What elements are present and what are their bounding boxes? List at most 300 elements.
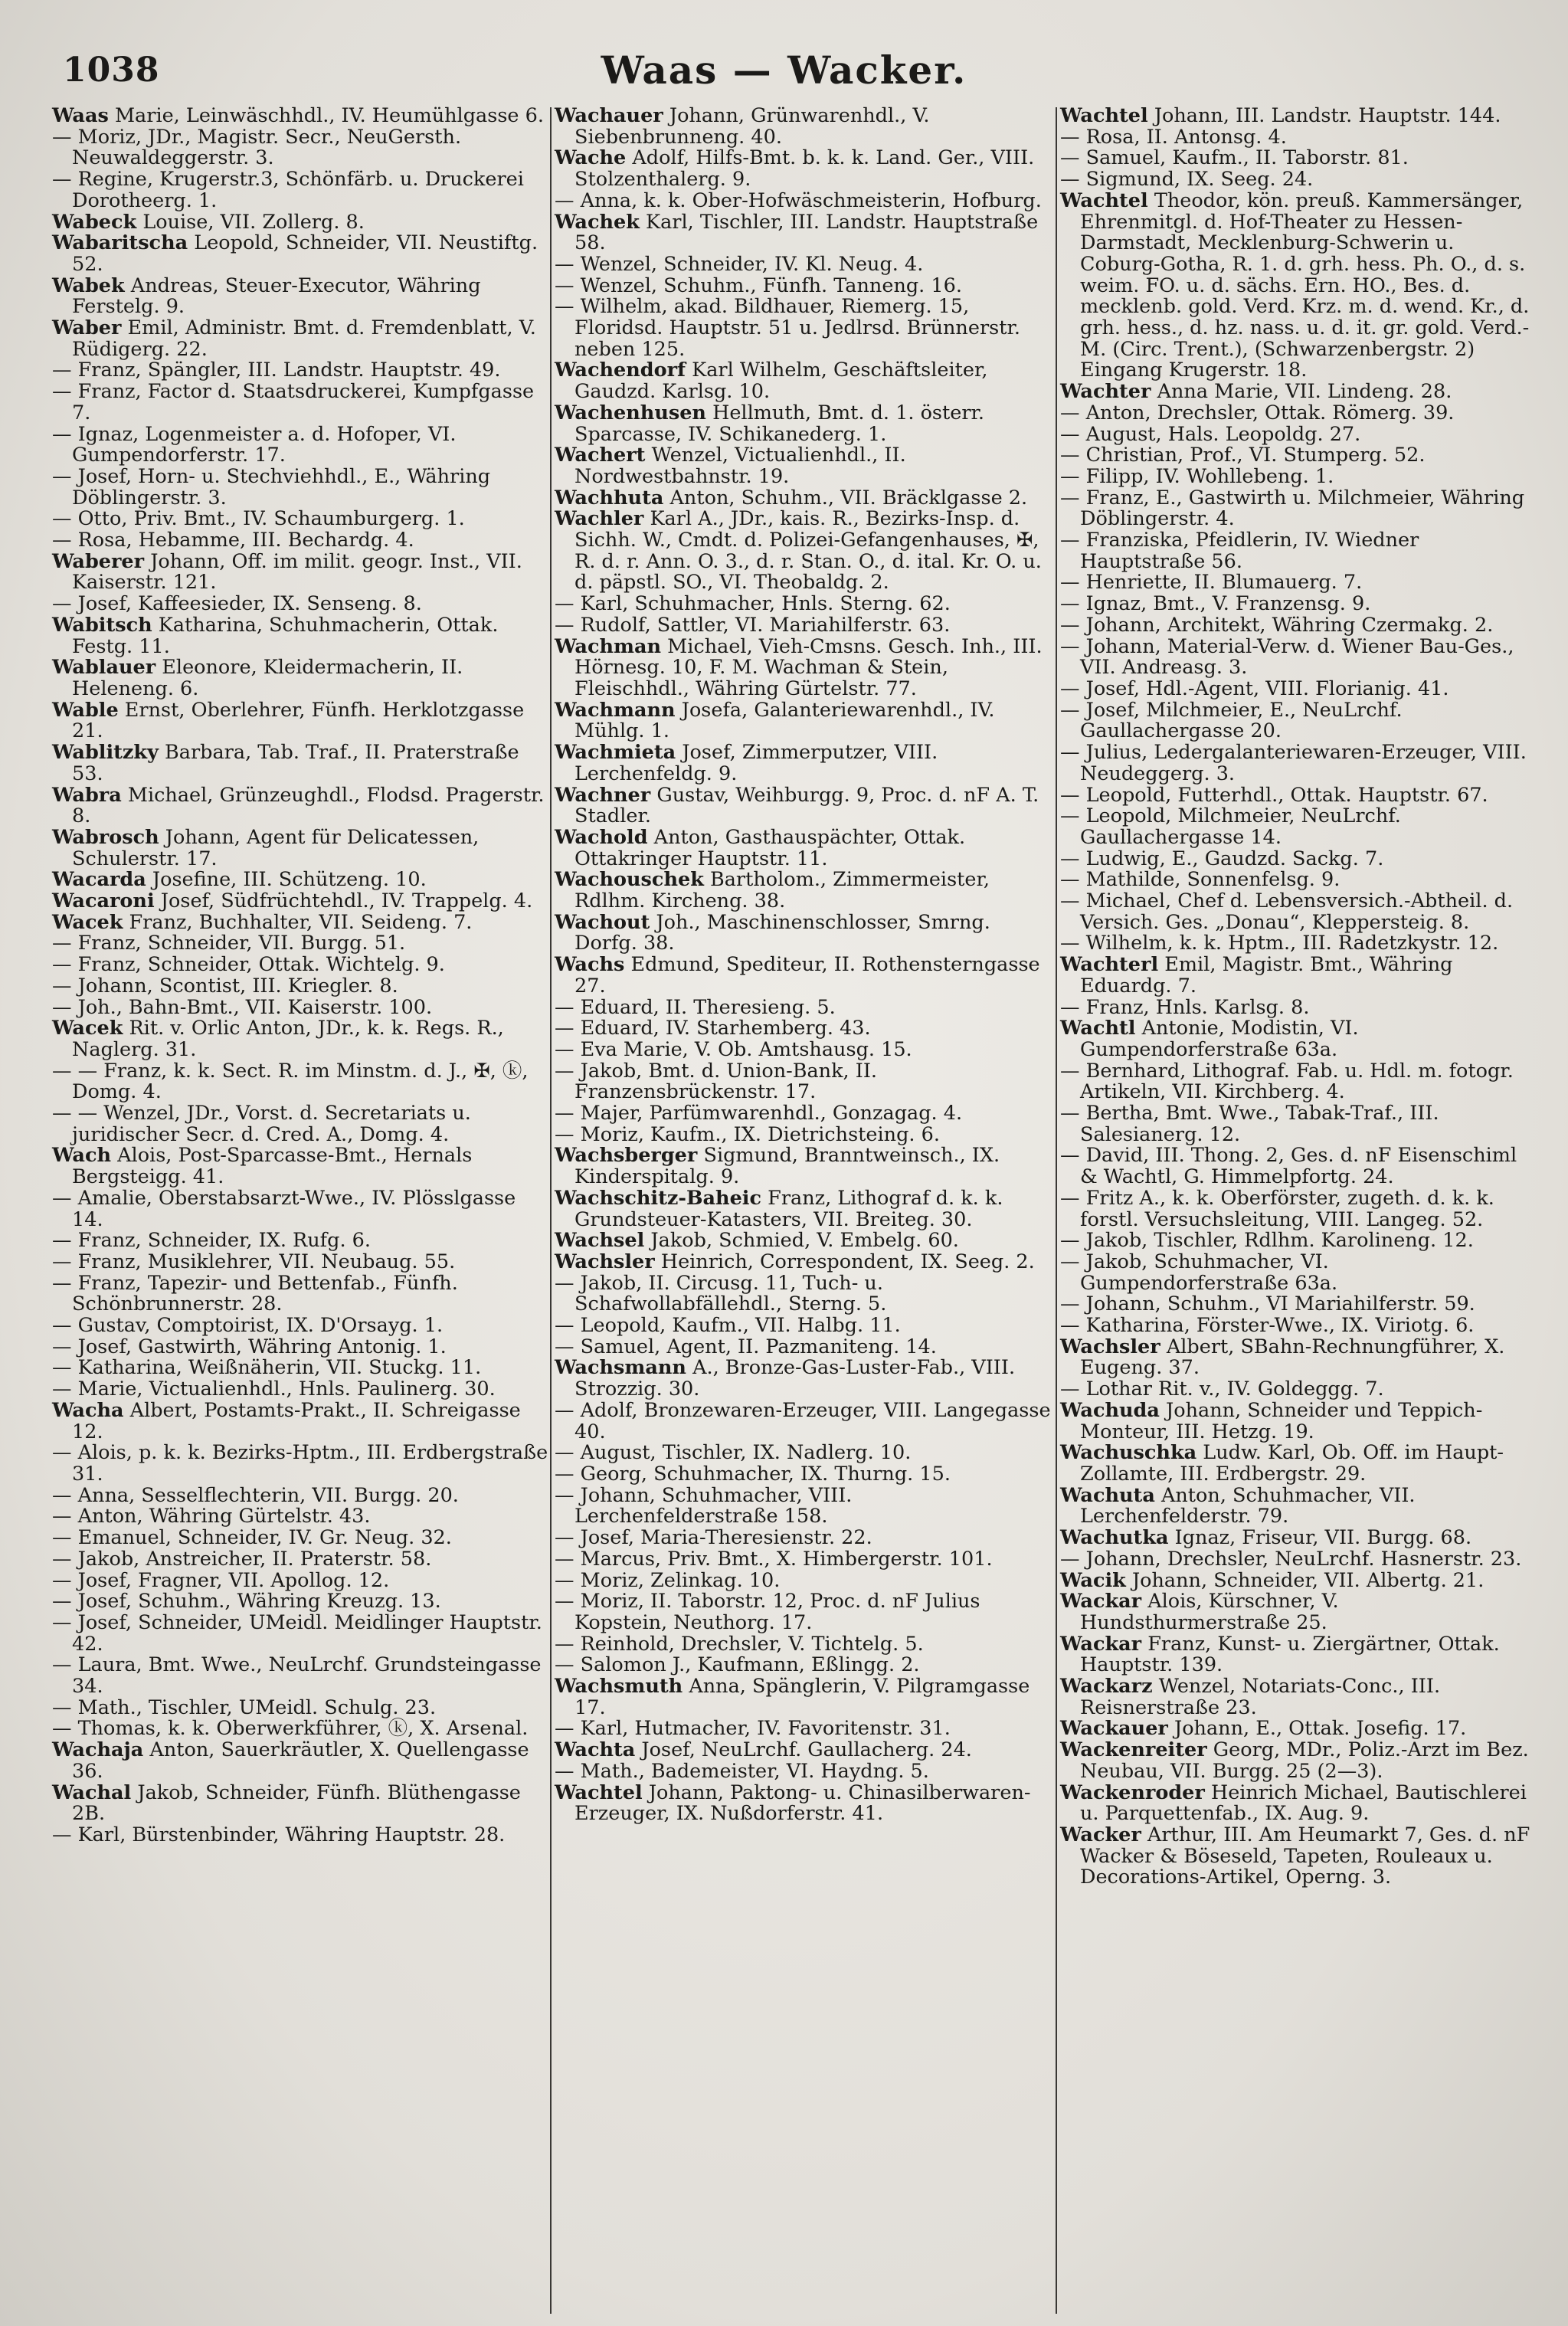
entry-text: — Franz, Schneider, IX. Rufg. 6. (52, 1229, 371, 1253)
directory-entry (555, 1122, 1054, 1146)
column-middle (547, 106, 1057, 2320)
directory-entry (555, 1528, 1054, 1549)
directory-entry (1060, 1379, 1537, 1401)
entry-surname: Wachutka (1060, 1526, 1169, 1550)
entry-text: — Reinhold, Drechsler, V. Tichtelg. 5. (555, 1632, 924, 1656)
directory-entry (555, 509, 1054, 594)
directory-entry (52, 1315, 548, 1337)
entry-surname: Wachler (555, 507, 644, 531)
directory-entry (52, 1718, 548, 1740)
entry-text: Johann, E., Ottak. Josefig. 17. (1174, 1717, 1467, 1741)
entry-surname: Wacek (52, 910, 123, 934)
entry-text: — Franz, Factor d. Staatsdruckerei, Kumpfgasse 7. (52, 380, 535, 424)
directory-entry (52, 891, 548, 912)
entry-surname: Wachal (52, 1781, 132, 1804)
directory-entry (52, 976, 548, 998)
entry-text: — Marcus, Priv. Bmt., X. Himbergerstr. 101. (555, 1547, 993, 1571)
entry-text: Sigmund, Branntweinsch., IX. Kinderspitalg. 9. (574, 1144, 1000, 1189)
entry-text: — Franz, Schneider, VII. Burgg. 51. (52, 932, 406, 955)
entry-text: — Ludwig, E., Gaudzd. Sackg. 7. (1060, 847, 1384, 870)
entry-text: — Eduard, II. Theresieng. 5. (555, 995, 836, 1019)
directory-entry (555, 1337, 1054, 1358)
entry-text: Johann, Paktong- u. Chinasilberwaren-Erzeuger, IX. Nußdorferstr. 41. (574, 1781, 1031, 1826)
directory-entry (1060, 1634, 1537, 1676)
directory-entry (555, 148, 1054, 190)
directory-entry (52, 276, 548, 318)
directory-entry (52, 1230, 548, 1252)
directory-entry (555, 1358, 1054, 1400)
directory-entry (52, 1549, 548, 1571)
entry-surname: Wachmann (555, 698, 676, 722)
entry-surname: Wachner (555, 783, 651, 807)
directory-entry (52, 995, 548, 1019)
directory-entry (1060, 169, 1537, 191)
running-header: Waas — Wacker. (601, 48, 967, 93)
directory-entry (52, 1695, 548, 1719)
entry-surname: Wacek (52, 1017, 123, 1040)
directory-entry (52, 1443, 548, 1485)
entry-text: — Eva Marie, V. Ob. Amtshausg. 15. (555, 1037, 912, 1061)
entry-text: — Franz, Tapezir- und Bettenfab., Fünfh. Schönbrunnerstr. 28. (52, 1271, 458, 1316)
entry-text: Johann, Agent für Delicatessen, Schulerstr. 17. (72, 825, 480, 870)
entry-text: — Johann, Scontist, III. Kriegler. 8. (52, 974, 398, 998)
entry-text: Karl A., JDr., kais. R., Bezirks-Insp. d. Sichh. W., Cmdt. d. Polizei-Gefangenhauses, ✠, R. d. r. Ann. O. 3., d. r. Stan. O., d. ital. Kr. O. u. d. päpstl. SO., VI. Theobaldg. 2. (574, 507, 1042, 595)
entry-text: Marie, Leinwäschhdl., IV. Heumühlgasse 6. (114, 106, 544, 127)
directory-entry (52, 1825, 548, 1846)
directory-entry (52, 1145, 548, 1188)
entry-text: Emil, Administr. Bmt. d. Fremdenblatt, V. Rüdigerg. 22. (72, 316, 536, 361)
directory-entry (555, 360, 1054, 402)
entry-text: — Christian, Prof., VI. Stumperg. 52. (1060, 444, 1426, 467)
entry-surname: Wachtel (1060, 188, 1148, 212)
entry-text: — Franz, Hnls. Karlsg. 8. (1060, 995, 1310, 1019)
directory-entry (1060, 1676, 1537, 1718)
entry-surname: Wackenreiter (1060, 1738, 1207, 1762)
directory-entry (1060, 188, 1537, 382)
entry-text: — Michael, Chef d. Lebensversich.-Abtheil. d. Versich. Ges. „Donau“, Kleppersteig. 8. (1060, 889, 1514, 934)
directory-entry (1060, 870, 1537, 891)
entry-surname: Wachter (1060, 380, 1151, 404)
entry-text: — Leopold, Futterhdl., Ottak. Hauptstr. 67. (1060, 783, 1488, 807)
entry-surname: Wable (52, 698, 119, 722)
entry-surname: Wackauer (1060, 1717, 1168, 1741)
directory-entry (1060, 1718, 1537, 1740)
directory-entry (555, 615, 1054, 637)
entry-text: Johann, Schneider, VII. Albertg. 21. (1131, 1568, 1485, 1592)
entry-surname: Wachouschek (555, 868, 704, 892)
entry-text: — Johann, Schuhmacher, VIII. Lerchenfelderstraße 158. (555, 1483, 853, 1528)
directory-entry (52, 870, 548, 891)
entry-text: — Lothar Rit. v., IV. Goldeggg. 7. (1060, 1378, 1384, 1401)
directory-entry (52, 549, 548, 595)
entry-text: Franz, Lithograf d. k. k. Grundsteuer-Katasters, VII. Breiteg. 30. (574, 1186, 1003, 1231)
directory-entry (52, 1783, 548, 1825)
entry-text: — Regine, Krugerstr.3, Schönfärb. u. Druckerei Dorotheerg. 1. (52, 168, 524, 212)
entry-surname: Wachsler (555, 1250, 655, 1273)
entry-surname: Wablauer (52, 656, 156, 680)
entry-text: Arthur, III. Am Heumarkt 7, Ges. d. nF Wacker & Böseseld, Tapeten, Rouleaux u. Decorations-Artikel, Operng. 3. (1080, 1823, 1530, 1889)
entry-text: Ignaz, Friseur, VII. Burgg. 68. (1174, 1526, 1472, 1550)
entry-text: — Katharina, Förster-Wwe., IX. Viriotg. 6. (1060, 1314, 1475, 1338)
directory-entry (1060, 1315, 1537, 1337)
entry-text: — Marie, Victualienhdl., Hnls. Paulinerg. 30. (52, 1378, 496, 1401)
directory-entry (555, 742, 1054, 785)
directory-entry (1060, 594, 1537, 615)
directory-entry (1060, 424, 1537, 446)
entry-text: — Wenzel, Schneider, IV. Kl. Neug. 4. (555, 252, 924, 276)
entry-text: — Leopold, Kaufm., VII. Halbg. 11. (555, 1314, 901, 1338)
entry-text: — Franz, Schneider, Ottak. Wichtelg. 9. (52, 953, 445, 977)
column-right (1052, 106, 1540, 2320)
entry-text: — Math., Tischler, UMeidl. Schulg. 23. (52, 1695, 437, 1719)
page-number: 1038 (63, 51, 160, 90)
entry-text: Jakob, Schmied, V. Embelg. 60. (650, 1229, 959, 1253)
directory-entry (555, 212, 1054, 254)
entry-surname: Wacaroni (52, 889, 155, 913)
entry-text: Hellmuth, Bmt. d. 1. österr. Sparcasse, IV. Schikanederg. 1. (574, 401, 985, 446)
directory-entry (52, 912, 548, 934)
directory-entry (555, 1315, 1054, 1337)
directory-entry (1060, 1188, 1537, 1230)
directory-entry (1060, 1825, 1537, 1889)
entry-text: — Rudolf, Sattler, VI. Mariahilferstr. 63. (555, 613, 951, 637)
entry-surname: Wachman (555, 634, 662, 658)
entry-text: Franz, Buchhalter, VII. Seideng. 7. (129, 910, 473, 934)
directory-entry (52, 933, 548, 955)
entry-text: — Josef, Fragner, VII. Apollog. 12. (52, 1568, 390, 1592)
directory-entry (555, 106, 1054, 148)
entry-text: Josef, Zimmerputzer, VIII. Lerchenfeldg. 9. (574, 741, 938, 785)
entry-surname: Wacik (1060, 1568, 1126, 1592)
entry-text: Alois, Post-Sparcasse-Bmt., Hernals Bergsteigg. 41. (72, 1144, 473, 1189)
entry-surname: Wache (555, 146, 627, 170)
entry-text: Karl, Tischler, III. Landstr. Hauptstraße 58. (574, 210, 1039, 255)
directory-entry (1060, 464, 1537, 488)
entry-text: — Moriz, Zelinkag. 10. (555, 1568, 781, 1592)
entry-text: — — Franz, k. k. Sect. R. im Minstm. d. J., ✠, ⓚ, Domg. 4. (52, 1059, 529, 1104)
entry-surname: Wackarz (1060, 1675, 1153, 1699)
entry-surname: Wachold (555, 825, 648, 849)
entry-text: — Anna, Sesselflechterin, VII. Burgg. 20. (52, 1483, 459, 1507)
directory-entry (52, 127, 548, 169)
directory-entry (52, 1610, 548, 1656)
entry-text: — Franz, Musiklehrer, VII. Neubaug. 55. (52, 1250, 456, 1273)
directory-entry (1060, 1337, 1537, 1379)
directory-entry (555, 296, 1054, 360)
entry-surname: Wacarda (52, 868, 146, 892)
entry-text: — Bernhard, Lithograf. Fab. u. Hdl. m. fotogr. Artikeln, VII. Kirchberg. 4. (1060, 1059, 1514, 1104)
entry-surname: Wackar (1060, 1590, 1142, 1613)
directory-entry (1060, 106, 1537, 127)
entry-text: — Otto, Priv. Bmt., IV. Schaumburgerg. 1. (52, 507, 465, 531)
directory-entry (555, 1188, 1054, 1230)
entry-text: A., Bronze-Gas-Luster-Fab., VIII. Strozzig. 30. (574, 1356, 1016, 1401)
directory-entry (52, 615, 548, 657)
entry-surname: Wachendorf (555, 359, 686, 382)
directory-entry (555, 594, 1054, 615)
entry-text: Johann, Grünwarenhdl., V. Siebenbrunneng. 40. (574, 106, 930, 149)
directory-entry (1060, 806, 1537, 848)
entry-text: — Karl, Hutmacher, IV. Favoritenstr. 31. (555, 1717, 951, 1741)
directory-entry (555, 1718, 1054, 1740)
entry-surname: Wackar (1060, 1632, 1142, 1656)
entry-text: — Julius, Ledergalanteriewaren-Erzeuger, VIII. Neudeggerg. 3. (1060, 741, 1527, 785)
directory-entry (52, 1273, 548, 1315)
entry-text: Josef, Südfrüchtehdl., IV. Trappelg. 4. (160, 889, 533, 913)
directory-entry (1060, 1103, 1537, 1145)
directory-entry (555, 1273, 1054, 1315)
directory-entry (555, 827, 1054, 870)
entry-surname: Wachtel (1060, 106, 1148, 127)
entry-surname: Wachtl (1060, 1017, 1136, 1040)
entry-text: — Wenzel, Schuhm., Fünfh. Tanneng. 16. (555, 274, 962, 297)
entry-surname: Wabek (52, 274, 125, 297)
directory-entry (1060, 127, 1537, 149)
directory-entry (555, 955, 1054, 997)
directory-entry (52, 1506, 548, 1528)
directory-entry (52, 1188, 548, 1230)
directory-entry (1060, 1549, 1537, 1571)
directory-entry (555, 254, 1054, 276)
entry-text: — Rosa, Hebamme, III. Bechardg. 4. (52, 529, 414, 552)
directory-entry (555, 1676, 1054, 1718)
entry-text: — Laura, Bmt. Wwe., NeuLrchf. Grundsteingasse 34. (52, 1653, 542, 1699)
directory-entry (1060, 1443, 1537, 1485)
directory-entry (555, 1037, 1054, 1061)
directory-entry (52, 424, 548, 467)
directory-entry (52, 1337, 548, 1358)
entry-text: Johann, Off. im milit. geogr. Inst., VII. Kaiserstr. 121. (72, 549, 522, 595)
entry-text: Theodor, kön. preuß. Kammersänger, Ehrenmitgl. d. Hof-Theater zu Hessen-Darmstadt, Mecklenburg-Schwerin u. Coburg-Gotha, R. 1. d. grh. hess. Ph. O., d. s. weim. FO. u. d. sächs. Ern. HO., Bes. d. mecklenb. gold. Verd. Krz. m. d. wend. Kr., d. grh. hess., d. hz. nass. u. d. it. gr. gold. Verd.-M. (Circ. Trent.), (Schwarzenbergstr. 2) Eingang Krugerstr. 18. (1080, 188, 1530, 382)
entry-text: — Joh., Bahn-Bmt., VII. Kaiserstr. 100. (52, 995, 433, 1019)
entry-text: — Adolf, Bronzewaren-Erzeuger, VIII. Langegasse 40. (555, 1398, 1051, 1443)
column-left (44, 106, 552, 2320)
directory-entry (1060, 1528, 1537, 1549)
entry-text: Johann, Schneider und Teppich-Monteur, III. Hetzg. 19. (1080, 1398, 1483, 1443)
directory-entry (52, 106, 548, 127)
directory-entry (52, 464, 548, 509)
directory-entry (1060, 1740, 1537, 1782)
entry-surname: Wachsmuth (555, 1675, 683, 1699)
entry-text: — Karl, Schuhmacher, Hnls. Sterng. 62. (555, 592, 951, 616)
entry-text: — Johann, Material-Verw. d. Wiener Bau-Ges., VII. Andreasg. 3. (1060, 634, 1514, 680)
entry-text: Louise, VII. Zollerg. 8. (142, 210, 365, 234)
entry-text: — Amalie, Oberstabsarzt-Wwe., IV. Plösslgasse 14. (52, 1186, 516, 1231)
directory-entry (1060, 849, 1537, 870)
entry-text: — Josef, Gastwirth, Währing Antonig. 1. (52, 1335, 447, 1358)
entry-text: Anton, Gasthauspächter, Ottak. Ottakringer Hauptstr. 11. (574, 825, 966, 870)
directory-entry (1060, 955, 1537, 997)
directory-entry (555, 1549, 1054, 1571)
entry-surname: Wacker (1060, 1823, 1141, 1846)
entry-surname: Wachta (555, 1738, 636, 1762)
entry-text: — Ignaz, Bmt., V. Franzensg. 9. (1060, 592, 1371, 616)
directory-entry (1060, 1145, 1537, 1188)
entry-text: Ludw. Karl, Ob. Off. im Haupt-Zollamte, III. Erdbergstr. 29. (1080, 1441, 1504, 1486)
entry-text: Heinrich, Correspondent, IX. Seeg. 2. (660, 1250, 1035, 1273)
directory-entry (52, 169, 548, 211)
entry-text: Alois, Kürschner, V. Hundsthurmerstraße 25. (1080, 1590, 1339, 1634)
directory-entry (52, 1655, 548, 1697)
entry-surname: Wachout (555, 910, 650, 934)
directory-entry (555, 1483, 1054, 1528)
entry-text: Michael, Grünzeughdl., Flodsd. Pragerstr. 8. (72, 783, 545, 828)
entry-text: — Wilhelm, k. k. Hptm., III. Radetzkystr. 12. (1060, 932, 1499, 955)
directory-entry (1060, 148, 1537, 169)
entry-text: — August, Hals. Leopoldg. 27. (1060, 422, 1361, 446)
entry-surname: Wabra (52, 783, 122, 807)
directory-entry (555, 403, 1054, 445)
entry-surname: Wabitsch (52, 613, 152, 637)
directory-entry (52, 1740, 548, 1782)
directory-entry (1060, 634, 1537, 680)
directory-entry (52, 382, 548, 424)
directory-entry (1060, 679, 1537, 700)
entry-text: — Josef, Milchmeier, E., NeuLrchf. Gaullachergasse 20. (1060, 698, 1403, 743)
directory-entry (555, 700, 1054, 742)
entry-text: — Anton, Drechsler, Ottak. Römerg. 39. (1060, 401, 1455, 424)
entry-text: Rit. v. Orlic Anton, JDr., k. k. Regs. R., Naglerg. 31. (72, 1017, 504, 1061)
entry-text: — Mathilde, Sonnenfelsg. 9. (1060, 868, 1340, 892)
directory-entry (52, 785, 548, 827)
directory-entry (555, 1634, 1054, 1656)
entry-surname: Wabeck (52, 210, 137, 234)
entry-text: — Katharina, Weißnäherin, VII. Stuckg. 11. (52, 1356, 482, 1380)
directory-entry (555, 1443, 1054, 1464)
directory-entry (555, 870, 1054, 912)
entry-text: — Ignaz, Logenmeister a. d. Hofoper, VI. Gumpendorferstr. 17. (52, 422, 457, 467)
entry-surname: Wachsler (1060, 1335, 1160, 1358)
entry-text: — Franziska, Pfeidlerin, IV. Wiedner Hauptstraße 56. (1060, 529, 1419, 573)
entry-text: Antonie, Modistin, VI. Gumpendorferstraße 63a. (1080, 1017, 1359, 1061)
directory-entry (52, 530, 548, 552)
directory-entry (52, 212, 548, 234)
entry-text: Anton, Schuhmacher, VII. Lerchenfelderstr. 79. (1080, 1483, 1416, 1528)
entry-text: Katharina, Schuhmacherin, Ottak. Festg. 11. (72, 613, 499, 658)
entry-text: Wenzel, Notariats-Conc., III. Reisnerstraße 23. (1080, 1675, 1441, 1719)
entry-surname: Wachaja (52, 1738, 144, 1762)
directory-entry (555, 1018, 1054, 1040)
entry-text: Johann, III. Landstr. Hauptstr. 144. (1154, 106, 1501, 127)
directory-entry (555, 1740, 1054, 1761)
entry-text: Barbara, Tab. Traf., II. Praterstraße 53. (72, 741, 519, 785)
directory-entry (1060, 615, 1537, 637)
entry-surname: Wachsberger (555, 1144, 698, 1168)
directory-entry (1060, 445, 1537, 467)
entry-text: — Anton, Währing Gürtelstr. 43. (52, 1505, 371, 1528)
entry-text: Anna Marie, VII. Lindeng. 28. (1157, 380, 1452, 404)
directory-entry (1060, 1783, 1537, 1825)
directory-entry (1060, 785, 1537, 807)
directory-entry (555, 1145, 1054, 1188)
entry-text: — Franz, Spängler, III. Landstr. Hauptstr. 49. (52, 359, 501, 382)
directory-entry (1060, 700, 1537, 742)
directory-entry (52, 1358, 548, 1379)
entry-surname: Wachuta (1060, 1483, 1155, 1507)
directory-entry (52, 1528, 548, 1549)
directory-entry (555, 488, 1054, 509)
directory-entry (555, 1591, 1054, 1633)
entry-text: — Jakob, Tischler, Rdlhm. Karolineng. 12. (1060, 1229, 1474, 1253)
directory-entry (52, 1252, 548, 1273)
directory-entry (1060, 1568, 1537, 1592)
entry-text: Gustav, Weihburgg. 9, Proc. d. nF A. T. Stadler. (574, 783, 1039, 828)
entry-text: — Moriz, II. Taborstr. 12, Proc. d. nF Julius Kopstein, Neuthorg. 17. (555, 1590, 980, 1634)
entry-surname: Wackenroder (1060, 1781, 1205, 1804)
entry-text: Josef, NeuLrchf. Gaullacherg. 24. (641, 1738, 972, 1762)
directory-entry (52, 657, 548, 699)
entry-text: Wenzel, Victualienhdl., II. Nordwestbahnstr. 19. (574, 444, 906, 488)
entry-surname: Wachtel (555, 1781, 643, 1804)
directory-entry (555, 1398, 1054, 1443)
directory-entry (555, 1252, 1054, 1273)
entry-text: — Anna, k. k. Ober-Hofwäschmeisterin, Hofburg. (555, 188, 1042, 212)
directory-entry (555, 1103, 1054, 1125)
directory-entry (1060, 891, 1537, 933)
directory-entry (555, 1230, 1054, 1252)
entry-surname: Wachauer (555, 106, 663, 127)
directory-entry (1060, 1398, 1537, 1443)
directory-entry (555, 1761, 1054, 1783)
entry-text: — Johann, Architekt, Währing Czermakg. 2. (1060, 613, 1494, 637)
entry-text: — Bertha, Bmt. Wwe., Tabak-Traf., III. Salesianerg. 12. (1060, 1102, 1439, 1146)
directory-entry (52, 1061, 548, 1103)
entry-text: — Josef, Horn- u. Stechviehhdl., E., Währing Döblingerstr. 3. (52, 464, 491, 509)
entry-text: — Fritz A., k. k. Oberförster, zugeth. d. k. k. forstl. Versuchsleitung, VIII. Langeg. 52. (1060, 1186, 1494, 1231)
entry-text: — Jakob, Bmt. d. Union-Bank, II. Franzensbrückenstr. 17. (555, 1059, 878, 1104)
entry-text: — Math., Bademeister, VI. Haydng. 5. (555, 1759, 929, 1783)
entry-text: Anton, Schuhm., VII. Bräcklgasse 2. (669, 486, 1028, 509)
entry-surname: Wachsmann (555, 1356, 686, 1380)
entry-text: — Jakob, Anstreicher, II. Praterstr. 58. (52, 1547, 432, 1571)
entry-text: — Georg, Schuhmacher, IX. Thurng. 15. (555, 1463, 951, 1486)
directory-entry (555, 188, 1054, 212)
directory-entry (52, 233, 548, 275)
entry-text: Anton, Sauerkräutler, X. Quellengasse 36. (72, 1738, 529, 1783)
entry-text: Karl Wilhelm, Geschäftsleiter, Gaudzd. Karlsg. 10. (574, 359, 988, 404)
entry-text: — Filipp, IV. Wohllebeng. 1. (1060, 464, 1334, 488)
entry-text: Joh., Maschinenschlosser, Smrng. Dorfg. 38. (574, 910, 990, 955)
directory-entry (555, 634, 1054, 700)
directory-entry (1060, 1294, 1537, 1315)
entry-surname: Waberer (52, 549, 145, 573)
entry-text: — David, III. Thong. 2, Ges. d. nF Eisenschiml & Wachtl, G. Himmelpfortg. 24. (1060, 1144, 1517, 1189)
entry-text: — Majer, Parfümwarenhdl., Gonzagag. 4. (555, 1102, 963, 1125)
entry-surname: Wachmieta (555, 741, 676, 765)
entry-text: — Johann, Schuhm., VI Mariahilferstr. 59. (1060, 1292, 1475, 1316)
directory-entry (555, 1783, 1054, 1825)
entry-surname: Wachschitz-Baheic (555, 1186, 762, 1210)
entry-surname: Wachuschka (1060, 1441, 1197, 1465)
entry-text: Josefa, Galanteriewarenhdl., IV. Mühlg. 1. (574, 698, 995, 743)
directory-entry (1060, 488, 1537, 530)
directory-entry (52, 827, 548, 870)
entry-text: Anna, Spänglerin, V. Pilgramgasse 17. (574, 1675, 1030, 1719)
entry-text: — Sigmund, IX. Seeg. 24. (1060, 168, 1314, 192)
entry-text: Josefine, III. Schützeng. 10. (152, 868, 427, 892)
directory-entry (52, 1379, 548, 1401)
entry-text: Leopold, Schneider, VII. Neustiftg. 52. (72, 231, 538, 276)
directory-entry (1060, 1591, 1537, 1633)
entry-text: — Salomon J., Kaufmann, Eßlingg. 2. (555, 1653, 920, 1677)
entry-text: — August, Tischler, IX. Nadlerg. 10. (555, 1441, 912, 1465)
directory-entry (1060, 1230, 1537, 1252)
entry-surname: Waber (52, 316, 122, 340)
entry-surname: Wachsel (555, 1229, 645, 1253)
entry-text: Edmund, Spediteur, II. Rothensterngasse 27. (574, 953, 1040, 998)
entry-text: — Emanuel, Schneider, IV. Gr. Neug. 32. (52, 1526, 452, 1550)
entry-text: — Moriz, JDr., Magistr. Secr., NeuGersth. Neuwaldeggerstr. 3. (52, 125, 462, 170)
